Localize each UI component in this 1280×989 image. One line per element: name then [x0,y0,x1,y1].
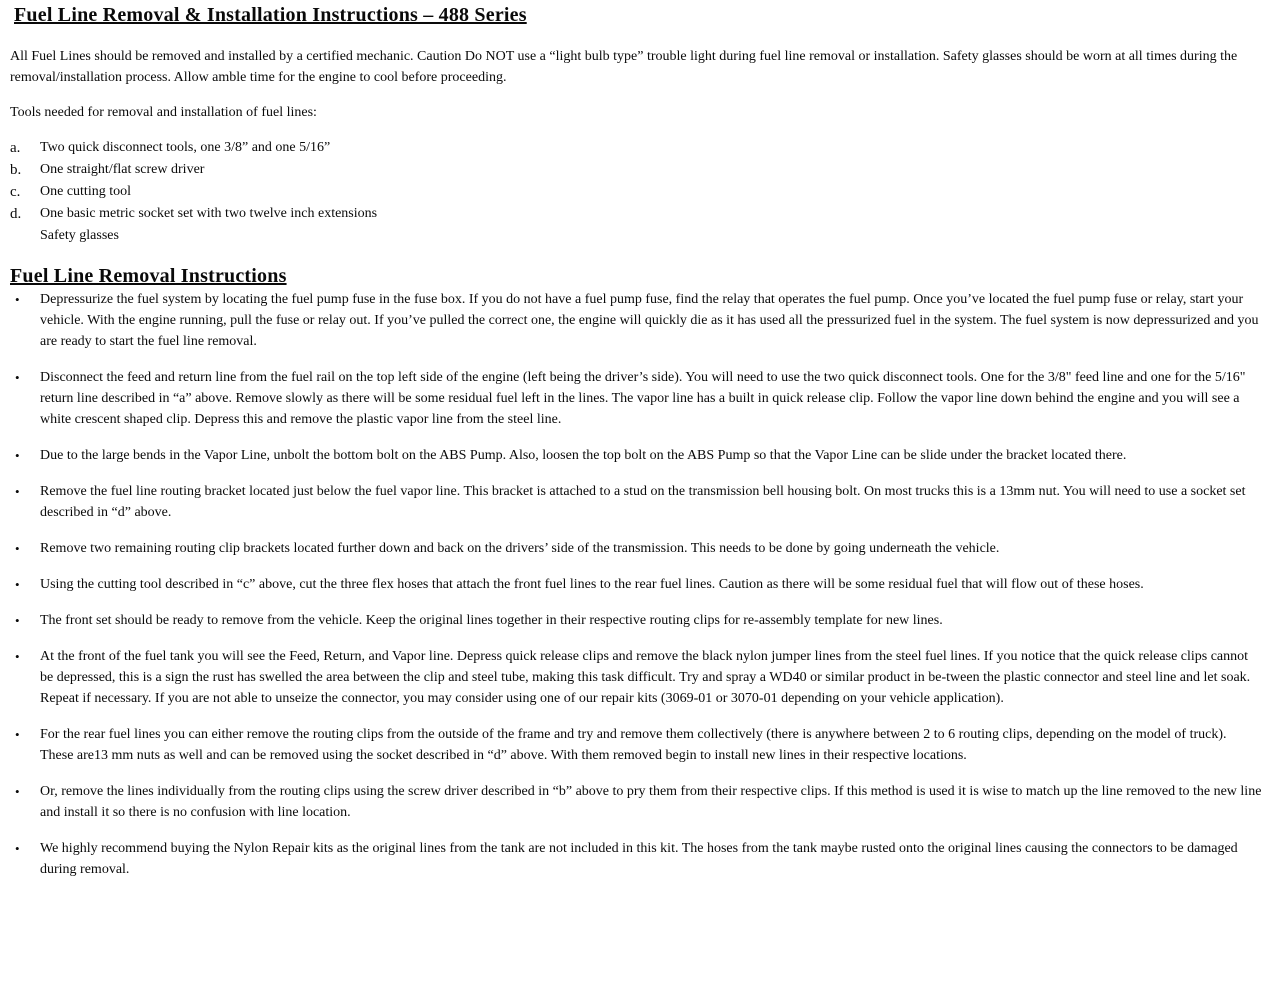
bullet-icon: • [15,484,20,499]
tools-list [10,137,1262,247]
page-title: Fuel Line Removal & Installation Instructions – 488 Series [14,4,527,26]
instruction-item [10,574,1262,595]
instruction-item [10,646,1262,709]
tools-intro: Tools needed for removal and installation of fuel lines: [10,105,317,120]
tools-list-item [10,181,1262,203]
bullet-icon: • [15,448,20,463]
instruction-item [10,481,1262,523]
instruction-item [10,538,1262,559]
section-heading: Fuel Line Removal Instructions [10,265,287,287]
bullet-icon: • [15,370,20,385]
instruction-item [10,445,1262,466]
list-marker: a. [10,140,21,156]
instruction-item [10,367,1262,430]
bullet-icon: • [15,784,20,799]
instruction-text: Depressurize the fuel system by locating the fuel pump fuse in the fuse box. If you do not have a fuel pump fuse, find the relay that operates the fuel pump. Once you’ve located the fuel pump fuse or relay, start your vehicle. With the engine running, pull the fuse or relay out. If you’ve pulled the correct one, the engine will quickly die as it has used all the pressurized fuel in the system. The fuel system is now depressurized and you are ready to start the fuel line removal. [40,292,1259,349]
instruction-item [10,610,1262,631]
instruction-text: For the rear fuel lines you can either remove the routing clips from the outside of the frame and try and remove them collectively (there is anywhere between 2 to 6 routing clips, depending on the model of truck). These are13 mm nuts as well and can be removed using the socket described in “d” above. With them removed begin to install new lines in their respective locations. [40,727,1227,763]
instruction-text: Or, remove the lines individually from the routing clips using the screw driver described in “b” above to pry them from their respective clips. If this method is used it is wise to match up the line removed to the new line and install it so there is no confusion with line location. [40,784,1262,820]
bullet-icon: • [15,727,20,742]
list-marker: c. [10,184,21,200]
instruction-text: We highly recommend buying the Nylon Repair kits as the original lines from the tank are not included in this kit. The hoses from the tank maybe rusted onto the original lines causing the connectors to be damaged during removal. [40,841,1238,877]
bullet-icon: • [15,841,20,856]
instruction-text: Using the cutting tool described in “c” above, cut the three flex hoses that attach the front fuel lines to the rear fuel lines. Caution as there will be some residual fuel that will flow out of these hoses. [40,577,1144,592]
instruction-text: Remove two remaining routing clip brackets located further down and back on the drivers’ side of the transmission. This needs to be done by going underneath the vehicle. [40,541,1000,556]
bullet-icon: • [15,577,20,592]
tools-list-item [10,159,1262,181]
instruction-text: Disconnect the feed and return line from the fuel rail on the top left side of the engine (left being the driver’s side). You will need to use the two quick disconnect tools. One for the 3/8" feed line and one for the 5/16" return line described in “a” above. Remove slowly as there will be some residual fuel left in the lines. The vapor line has a built in quick release clip. Follow the vapor line down behind the engine and you will see a white crescent shaped clip. Depress this and remove the plastic vapor line from the steel line. [40,370,1246,427]
list-marker: b. [10,162,22,178]
list-item-text: Two quick disconnect tools, one 3/8” and one 5/16” [40,140,331,155]
instruction-item [10,781,1262,823]
bullet-icon: • [15,541,20,556]
list-item-line: One basic metric socket set with two twelve inch extensions [40,206,378,221]
instructions-list [10,289,1262,880]
instruction-item [10,289,1262,352]
list-item-text: One cutting tool [40,184,131,199]
instruction-text: Remove the fuel line routing bracket located just below the fuel vapor line. This bracket is attached to a stud on the transmission bell housing bolt. On most trucks this is a 13mm nut. You will need to use a socket set described in “d” above. [40,484,1246,520]
list-item-continuation: Safety glasses [40,228,119,243]
list-item-text [40,203,1262,247]
instruction-text: The front set should be ready to remove from the vehicle. Keep the original lines together in their respective routing clips for re-assembly template for new lines. [40,613,943,628]
tools-list-item [10,203,1262,247]
bullet-icon: • [15,613,20,628]
bullet-icon: • [15,292,20,307]
bullet-icon: • [15,649,20,664]
instruction-item [10,838,1262,880]
instruction-item [10,724,1262,766]
list-item-text: One straight/flat screw driver [40,162,205,177]
list-marker: d. [10,206,22,222]
instruction-text: Due to the large bends in the Vapor Line, unbolt the bottom bolt on the ABS Pump. Also, loosen the top bolt on the ABS Pump so that the Vapor Line can be slide under the bracket located there. [40,448,1127,463]
instruction-text: At the front of the fuel tank you will see the Feed, Return, and Vapor line. Depress quick release clips and remove the black nylon jumper lines from the steel fuel lines. If you notice that the quick release clips cannot be depressed, this is a sign the rust has swelled the area between the clip and steel tube, making this task difficult. Try and spray a WD40 or similar product in be-tween the plastic connector and steel line and let soak. Repeat if necessary. If you are not able to unseize the connector, you may consider using one of our repair kits (3069-01 or 3070-01 depending on your vehicle application). [40,649,1251,706]
intro-paragraph: All Fuel Lines should be removed and installed by a certified mechanic. Caution Do NOT use a “light bulb type” trouble light during fuel line removal or installation. Safety glasses should be worn at all times during the removal/installation process. Allow amble time for the engine to cool before proceeding. [10,49,1238,85]
tools-list-item [10,137,1262,159]
